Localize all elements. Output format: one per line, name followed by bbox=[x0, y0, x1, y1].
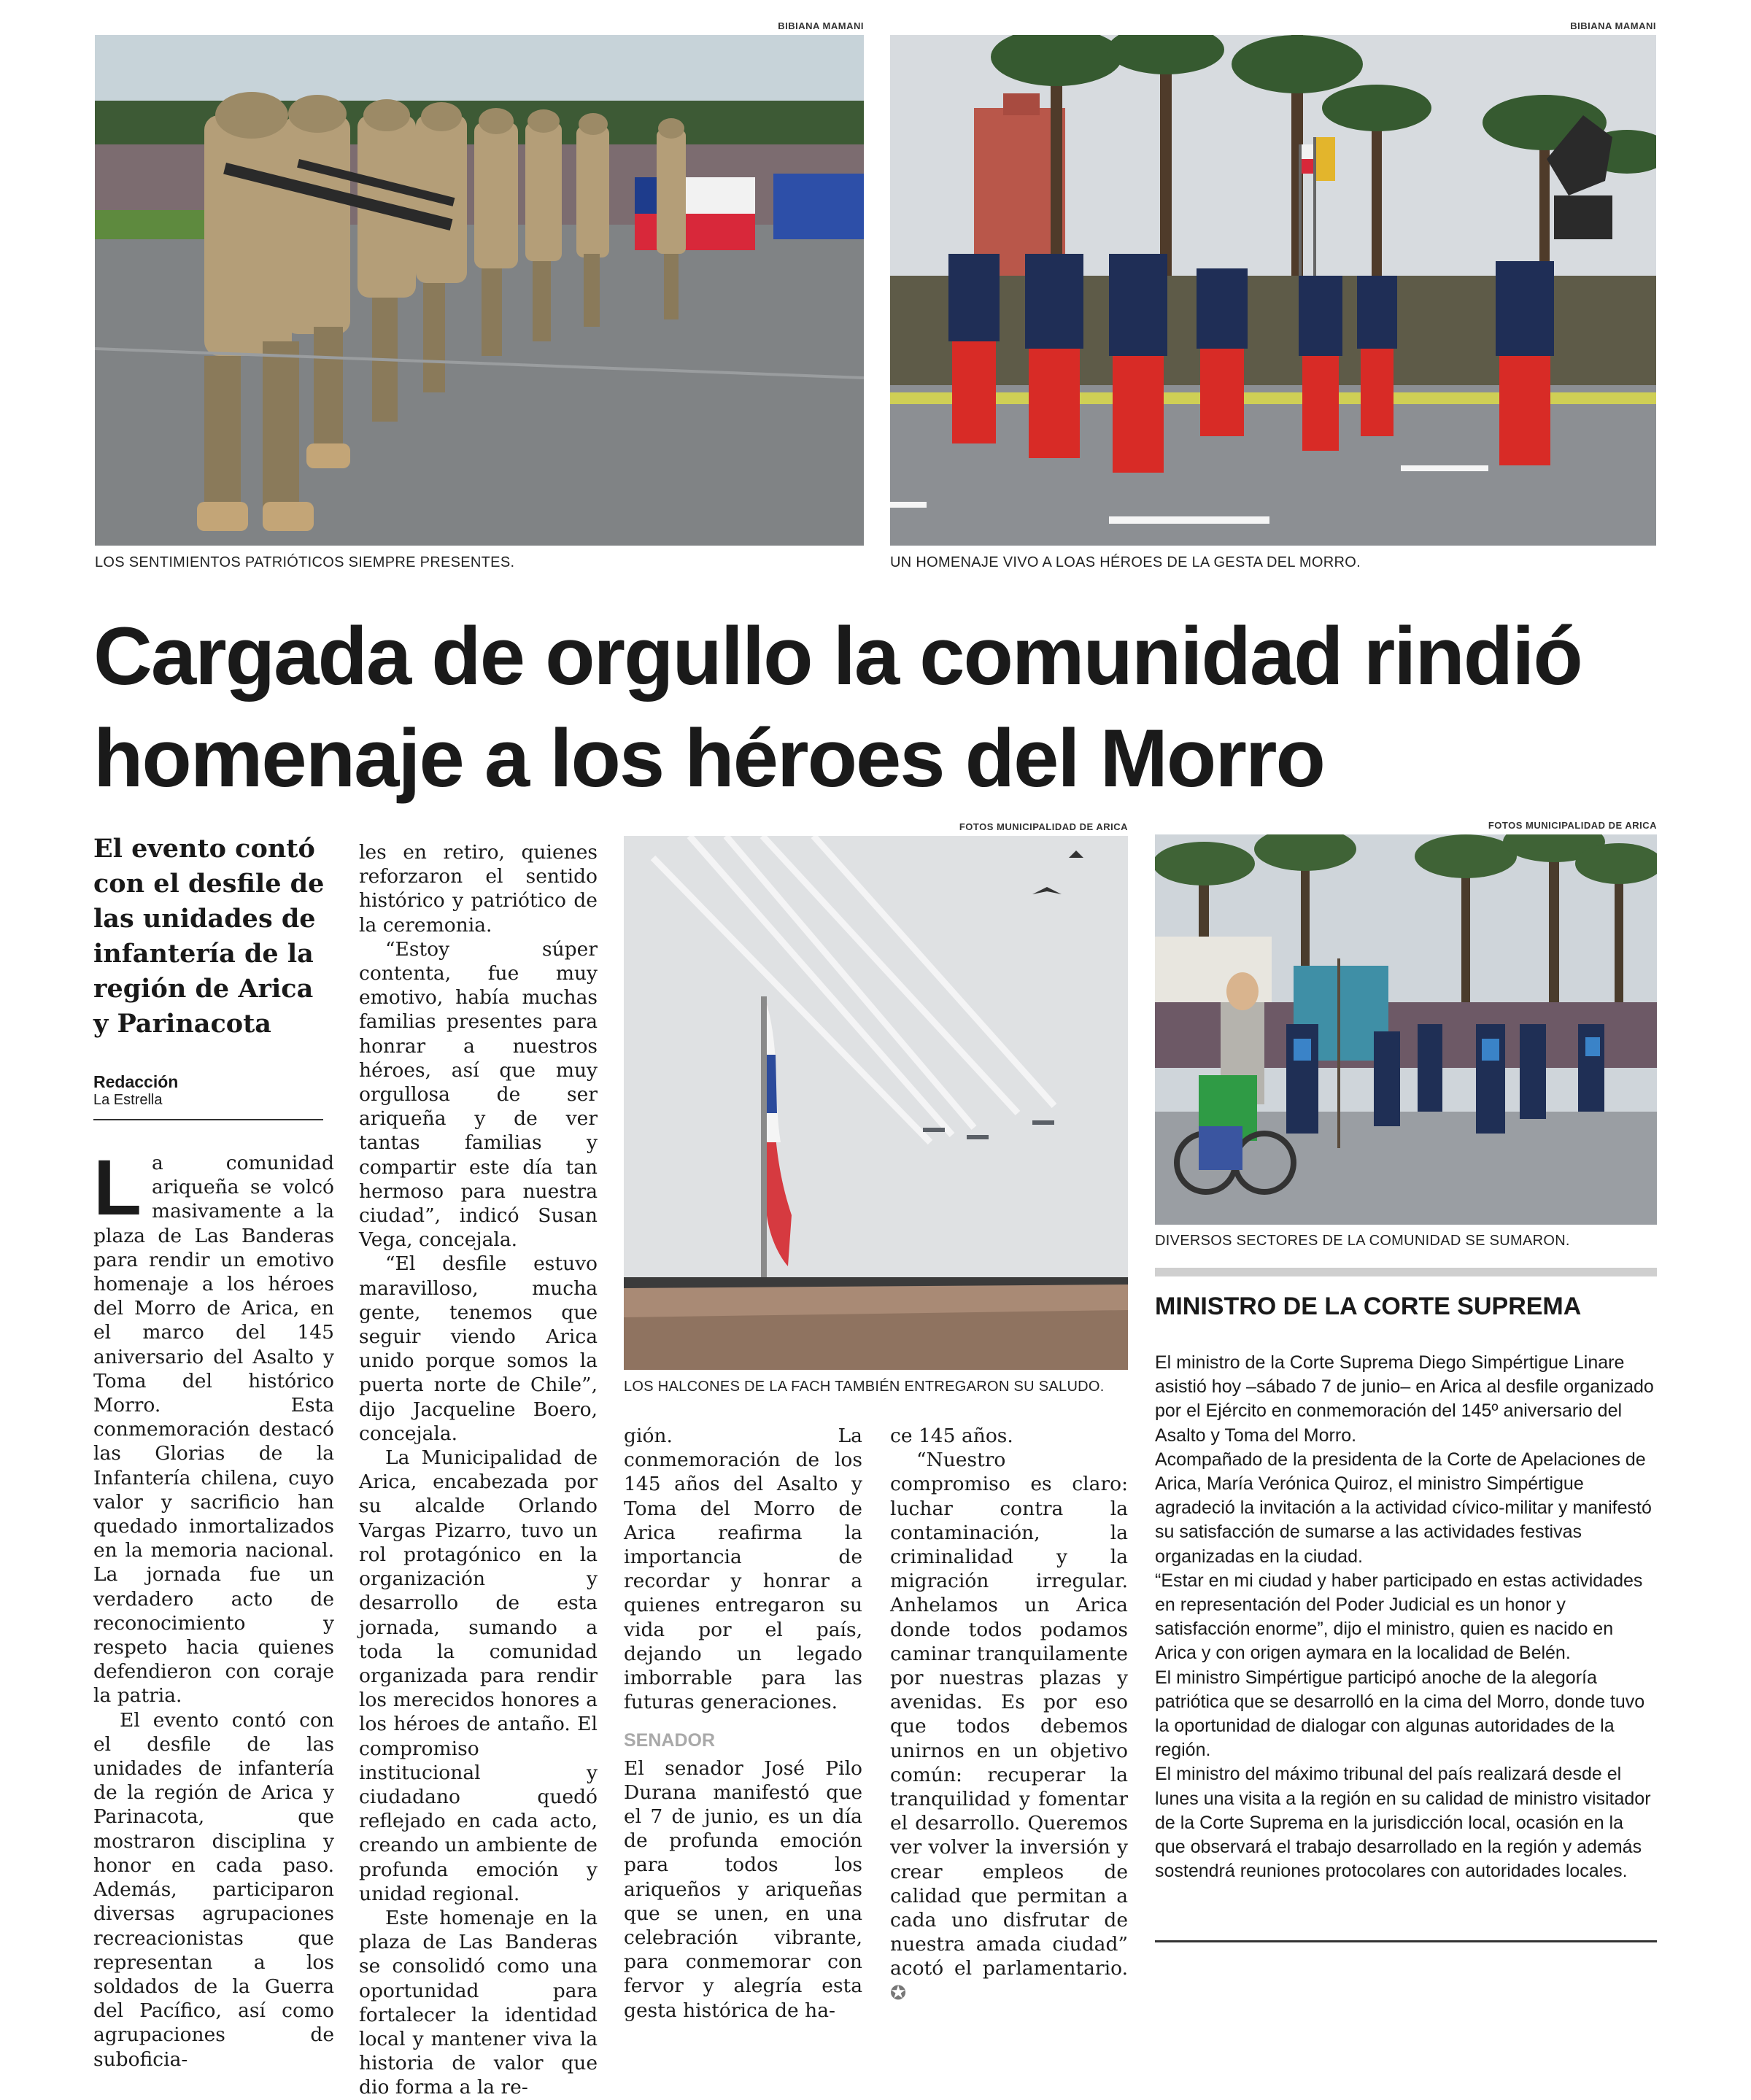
kicker: El evento contó con el desfile de las unidades de infantería de la región de Arica y Parinacota bbox=[93, 834, 325, 1039]
photo-credit-middle: FOTOS MUNICIPALIDAD DE ARICA bbox=[959, 821, 1128, 832]
photo-caption-right: DIVERSOS SECTORES DE LA COMUNIDAD SE SUMARON. bbox=[1155, 1233, 1570, 1249]
sidebar-paragraph: Acompañado de la presidenta de la Corte de Apelaciones de Arica, María Verónica Quiroz, el ministro Simpértigue agradeció la invitación a la actividad cívico-militar y manifestó su satisfacción de sumarse a las actividades festivas organizadas en la ciudad. bbox=[1155, 1449, 1652, 1567]
headline-line-2: homenaje a los héroes del Morro bbox=[93, 713, 1324, 804]
article-column-1 bbox=[93, 832, 334, 2072]
article-column-4 bbox=[890, 1424, 1128, 2005]
article-paragraph: gión. La conmemoración de los 145 años del Asalto y Toma del Morro de Arica reafirma la importancia de recordar y honrar a quienes entregaron su vida por el país, dejando un legado imborrable para las futuras generaciones. bbox=[624, 1425, 862, 1714]
article-column-3 bbox=[624, 1424, 862, 2023]
photo-credit-top-left: BIBIANA MAMANI bbox=[778, 20, 864, 31]
subhead-senador: SENADOR bbox=[624, 1730, 716, 1751]
historic-uniforms-parade-photo bbox=[890, 35, 1656, 546]
sidebar-paragraph: El ministro Simpértigue participó anoche de la alegoría patriótica que se desarrolló en la cima del Morro, donde tuvo la oportunidad de dialogar con algunas autoridades de la región. bbox=[1155, 1667, 1645, 1761]
byline-publication: La Estrella bbox=[93, 1092, 163, 1108]
sidebar-paragraph: El ministro de la Corte Suprema Diego Simpértigue Linare asistió hoy –sábado 7 de junio– en Arica al desfile organizado por el Ejército en conmemoración del 145º aniversario del Asalto y Toma del Morro. bbox=[1155, 1352, 1654, 1446]
headline bbox=[93, 605, 1662, 810]
flag-and-planes-photo bbox=[624, 836, 1128, 1370]
byline-rule bbox=[93, 1119, 323, 1120]
sidebar-bottom-rule bbox=[1155, 1940, 1657, 1942]
photo-caption-top-left: LOS SENTIMIENTOS PATRIÓTICOS SIEMPRE PRESENTES. bbox=[95, 554, 515, 570]
article-paragraph: La Municipalidad de Arica, encabezada por su alcalde Orlando Vargas Pizarro, tuvo un rol protagónico en la organización y desarrollo de esta jornada, sumando a toda la comunidad organizada para rendir los merecidos honores a los héroes de antaño. El compromiso institucional y ciudadano quedó reflejado en cada acto, creando un ambiente de profunda emoción y unidad regional. bbox=[359, 1446, 598, 1905]
photo-credit-top-right: BIBIANA MAMANI bbox=[1570, 20, 1656, 31]
article-paragraph: les en retiro, quienes reforzaron el sentido histórico y patriótico de la ceremonia. bbox=[359, 841, 598, 937]
article-paragraph: a comunidad ariqueña se volcó masivamente a la plaza de Las Banderas para rendir un emotivo homenaje a los héroes del Morro de Arica, en el marco del 145 aniversario del Asalto y Toma del histórico Morro. Esta conmemoración destacó las Glorias de la Infantería chilena, cuyo valor y sacrificio han quedado inmortalizados en la memoria nacional. La jornada fue un verdadero acto de reconocimiento y respeto hacia quienes defendieron con coraje la patria. bbox=[93, 1152, 334, 1708]
sidebar-paragraph: El ministro del máximo tribunal del país realizará desde el lunes una visita a la región en su calidad de ministro visitador de la Corte Suprema en la jurisdicción local, ocasión en la que observará el trabajo desarrollado en la región y además sostendrá reuniones protocolares con autoridades locales. bbox=[1155, 1764, 1651, 1882]
byline-name: Redacción bbox=[93, 1072, 179, 1091]
photo-caption-top-right: UN HOMENAJE VIVO A LOAS HÉROES DE LA GESTA DEL MORRO. bbox=[890, 554, 1361, 570]
article-paragraph: Este homenaje en la plaza de Las Banderas se consolidó como una oportunidad para fortalecer la identidad local y mantener viva la historia de valor que dio forma a la re- bbox=[359, 1906, 598, 2099]
article-paragraph: El evento contó con el desfile de las unidades de infantería de la región de Arica y Parinacota, que mostraron disciplina y honor en cada paso. Además, participaron diversas agrupaciones recreacionistas que representan a los soldados de la Guerra del Pacífico, así como agrupaciones de suboficia- bbox=[93, 1708, 334, 2071]
photo-caption-middle: LOS HALCONES DE LA FACH TAMBIÉN ENTREGARON SU SALUDO. bbox=[624, 1379, 1105, 1395]
article-paragraph: “Nuestro compromiso es claro: luchar contra la contaminación, la criminalidad y la migración irregular. Anhelamos un Arica donde todos podamos caminar tranquilamente por nuestras plazas y avenidas. Es por eso que todos debemos unirnos en un objetivo común: recuperar la tranquilidad y fomentar el desarrollo. Queremos ver volver la inversión y crear empleos de calidad que permitan a cada uno disfrutar de nuestra amada ciudad” acotó el parlamentario. bbox=[890, 1449, 1128, 1980]
soldiers-marching-photo bbox=[95, 35, 864, 546]
headline-line-1: Cargada de orgullo la comunidad rindió bbox=[93, 611, 1582, 702]
drop-cap: L bbox=[93, 1143, 142, 1231]
article-paragraph: “El desfile estuvo maravilloso, mucha gente, tenemos que seguir viendo Arica unido porque somos la puerta norte de Chile”, dijo Jacqueline Boero, concejala. bbox=[359, 1252, 598, 1445]
photo-credit-right: FOTOS MUNICIPALIDAD DE ARICA bbox=[1488, 820, 1657, 831]
sidebar-top-rule bbox=[1155, 1268, 1657, 1276]
article-paragraph: “Estoy súper contenta, fue muy emotivo, había muchas familias presentes para honrar a nuestros héroes, así que muy orgullosa de ser ariqueña y de ver tantas familias y compartir este día tan hermoso para nuestra ciudad”, indicó Susan Vega, concejala. bbox=[359, 937, 598, 1252]
sidebar-paragraph: “Estar en mi ciudad y haber participado en estas actividades en representación del Poder Judicial es un honor y satisfacción enorme”, dijo el ministro, quien es nacido en Arica y con origen aymara en la localidad de Belén. bbox=[1155, 1570, 1643, 1664]
article-paragraph: El senador José Pilo Durana manifestó que el 7 de junio, es un día de profunda emoción para todos los ariqueños y ariqueñas que se unen, en una celebración vibrante, para conmemorar con fervor y alegría esta gesta histórica de ha- bbox=[624, 1756, 862, 2022]
community-parade-photo bbox=[1155, 834, 1657, 1225]
sidebar-title: MINISTRO DE LA CORTE SUPREMA bbox=[1155, 1293, 1582, 1320]
sidebar-body bbox=[1155, 1351, 1657, 1883]
article-paragraph: ce 145 años. bbox=[890, 1425, 1013, 1447]
end-mark-icon: ✪ bbox=[890, 1981, 907, 2004]
article-column-2 bbox=[359, 840, 598, 2100]
